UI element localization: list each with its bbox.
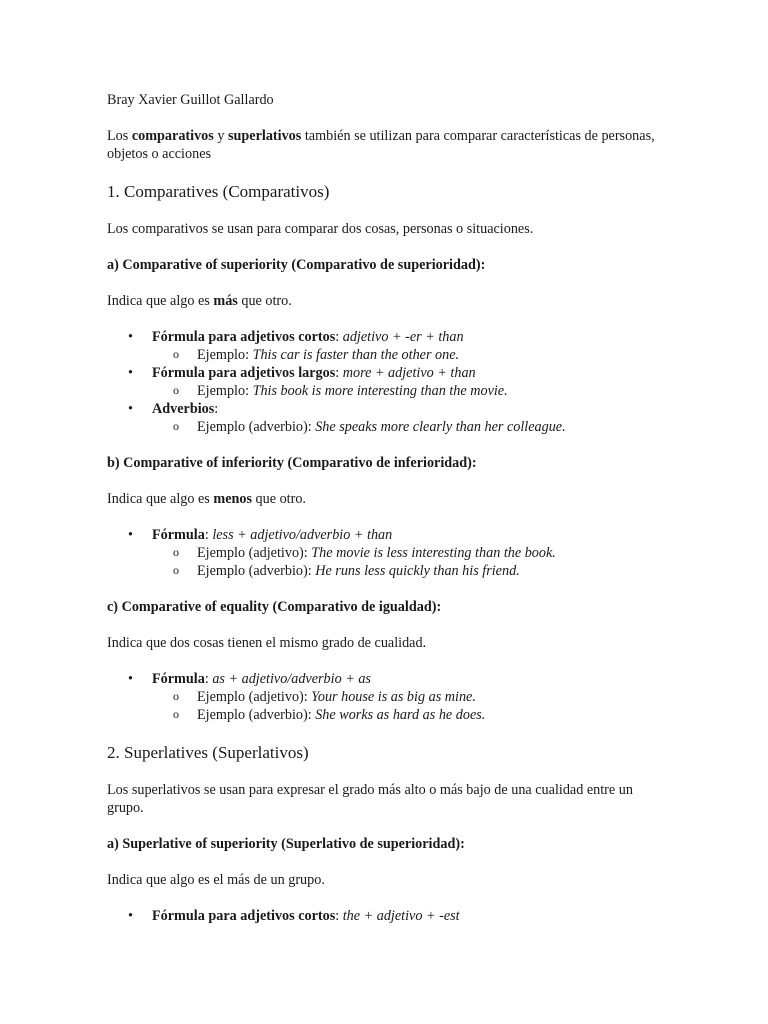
description-bold: más bbox=[213, 293, 238, 309]
example-prefix: Ejemplo (adjetivo): bbox=[197, 689, 312, 705]
example-prefix: Ejemplo: bbox=[197, 347, 253, 363]
example-prefix: Ejemplo: bbox=[197, 383, 253, 399]
example-item bbox=[197, 346, 667, 364]
intro-bold-term: comparativos bbox=[131, 128, 214, 144]
example-prefix: Ejemplo (adverbio): bbox=[197, 563, 316, 579]
formula-label: Fórmula para adjetivos cortos bbox=[152, 329, 336, 345]
intro-paragraph bbox=[107, 127, 667, 163]
section-heading: 1. Comparatives (Comparativos) bbox=[107, 182, 330, 201]
description-bold: menos bbox=[213, 491, 252, 507]
subsection-heading: a) Comparative of superiority (Comparativo de superioridad): bbox=[107, 257, 486, 273]
intro-text: y bbox=[213, 128, 228, 144]
example-item bbox=[197, 706, 667, 724]
example-text: This book is more interesting than the movie. bbox=[252, 383, 508, 399]
subsection-heading: a) Superlative of superiority (Superlativo de superioridad): bbox=[107, 836, 465, 852]
list-item bbox=[152, 400, 667, 436]
intro-bold-term: superlativos bbox=[227, 128, 302, 144]
intro-text: también se utilizan para comparar características de personas, objetos o acciones bbox=[107, 128, 655, 162]
list-item bbox=[152, 526, 667, 580]
separator: : bbox=[335, 365, 343, 381]
formula-label: Fórmula bbox=[152, 671, 205, 687]
description-text: que otro. bbox=[252, 491, 306, 507]
subsection-heading: c) Comparative of equality (Comparativo de igualdad): bbox=[107, 599, 442, 615]
formula-text: as + adjetivo/adverbio + as bbox=[212, 671, 371, 687]
formula-label: Adverbios bbox=[152, 401, 215, 417]
section-heading: 2. Superlatives (Superlativos) bbox=[107, 743, 309, 762]
list-item bbox=[152, 907, 667, 925]
section-description: Los superlativos se usan para expresar el grado más alto o más bajo de una cualidad entre un grupo. bbox=[107, 782, 633, 816]
example-text: She speaks more clearly than her colleague. bbox=[315, 419, 566, 435]
example-prefix: Ejemplo (adjetivo): bbox=[197, 545, 312, 561]
list-item bbox=[152, 670, 667, 724]
subsection-description: Indica que dos cosas tienen el mismo grado de cualidad. bbox=[107, 635, 427, 651]
example-prefix: Ejemplo (adverbio): bbox=[197, 707, 316, 723]
formula-label: Fórmula para adjetivos largos bbox=[152, 365, 336, 381]
separator: : bbox=[204, 671, 213, 687]
example-item bbox=[197, 418, 667, 436]
formula-label: Fórmula para adjetivos cortos bbox=[152, 908, 336, 924]
description-text: Indica que algo es bbox=[107, 293, 214, 309]
example-text: She works as hard as he does. bbox=[315, 707, 486, 723]
bullet-list bbox=[107, 526, 667, 580]
separator: : bbox=[335, 908, 343, 924]
formula-label: Fórmula bbox=[152, 527, 205, 543]
description-text: que otro. bbox=[237, 293, 292, 309]
author-name: Bray Xavier Guillot Gallardo bbox=[107, 92, 274, 108]
subsection-description bbox=[107, 490, 667, 508]
sub-list bbox=[152, 382, 667, 400]
separator: : bbox=[204, 527, 213, 543]
formula-text: the + adjetivo + -est bbox=[342, 908, 460, 924]
example-prefix: Ejemplo (adverbio): bbox=[197, 419, 316, 435]
subsection-heading: b) Comparative of inferiority (Comparativo de inferioridad): bbox=[107, 455, 477, 471]
sub-list bbox=[152, 418, 667, 436]
subsection-description bbox=[107, 292, 667, 310]
formula-text: less + adjetivo/adverbio + than bbox=[212, 527, 393, 543]
description-text: Indica que algo es bbox=[107, 491, 214, 507]
example-item bbox=[197, 544, 667, 562]
bullet-list bbox=[107, 670, 667, 724]
list-item bbox=[152, 328, 667, 364]
list-item bbox=[152, 364, 667, 400]
formula-text: adjetivo + -er + than bbox=[342, 329, 464, 345]
example-item bbox=[197, 562, 667, 580]
example-text: Your house is as big as mine. bbox=[311, 689, 476, 705]
sub-list bbox=[152, 688, 667, 724]
subsection-description: Indica que algo es el más de un grupo. bbox=[107, 872, 325, 888]
example-text: The movie is less interesting than the book. bbox=[311, 545, 556, 561]
sub-list bbox=[152, 346, 667, 364]
example-text: He runs less quickly than his friend. bbox=[315, 563, 520, 579]
bullet-list bbox=[107, 907, 667, 925]
separator: : bbox=[335, 329, 343, 345]
example-item bbox=[197, 382, 667, 400]
bullet-list bbox=[107, 328, 667, 436]
separator: : bbox=[214, 401, 219, 417]
example-text: This car is faster than the other one. bbox=[252, 347, 460, 363]
example-item bbox=[197, 688, 667, 706]
intro-text: Los bbox=[107, 128, 132, 144]
formula-text: more + adjetivo + than bbox=[342, 365, 476, 381]
sub-list bbox=[152, 544, 667, 580]
section-description: Los comparativos se usan para comparar dos cosas, personas o situaciones. bbox=[107, 221, 534, 237]
